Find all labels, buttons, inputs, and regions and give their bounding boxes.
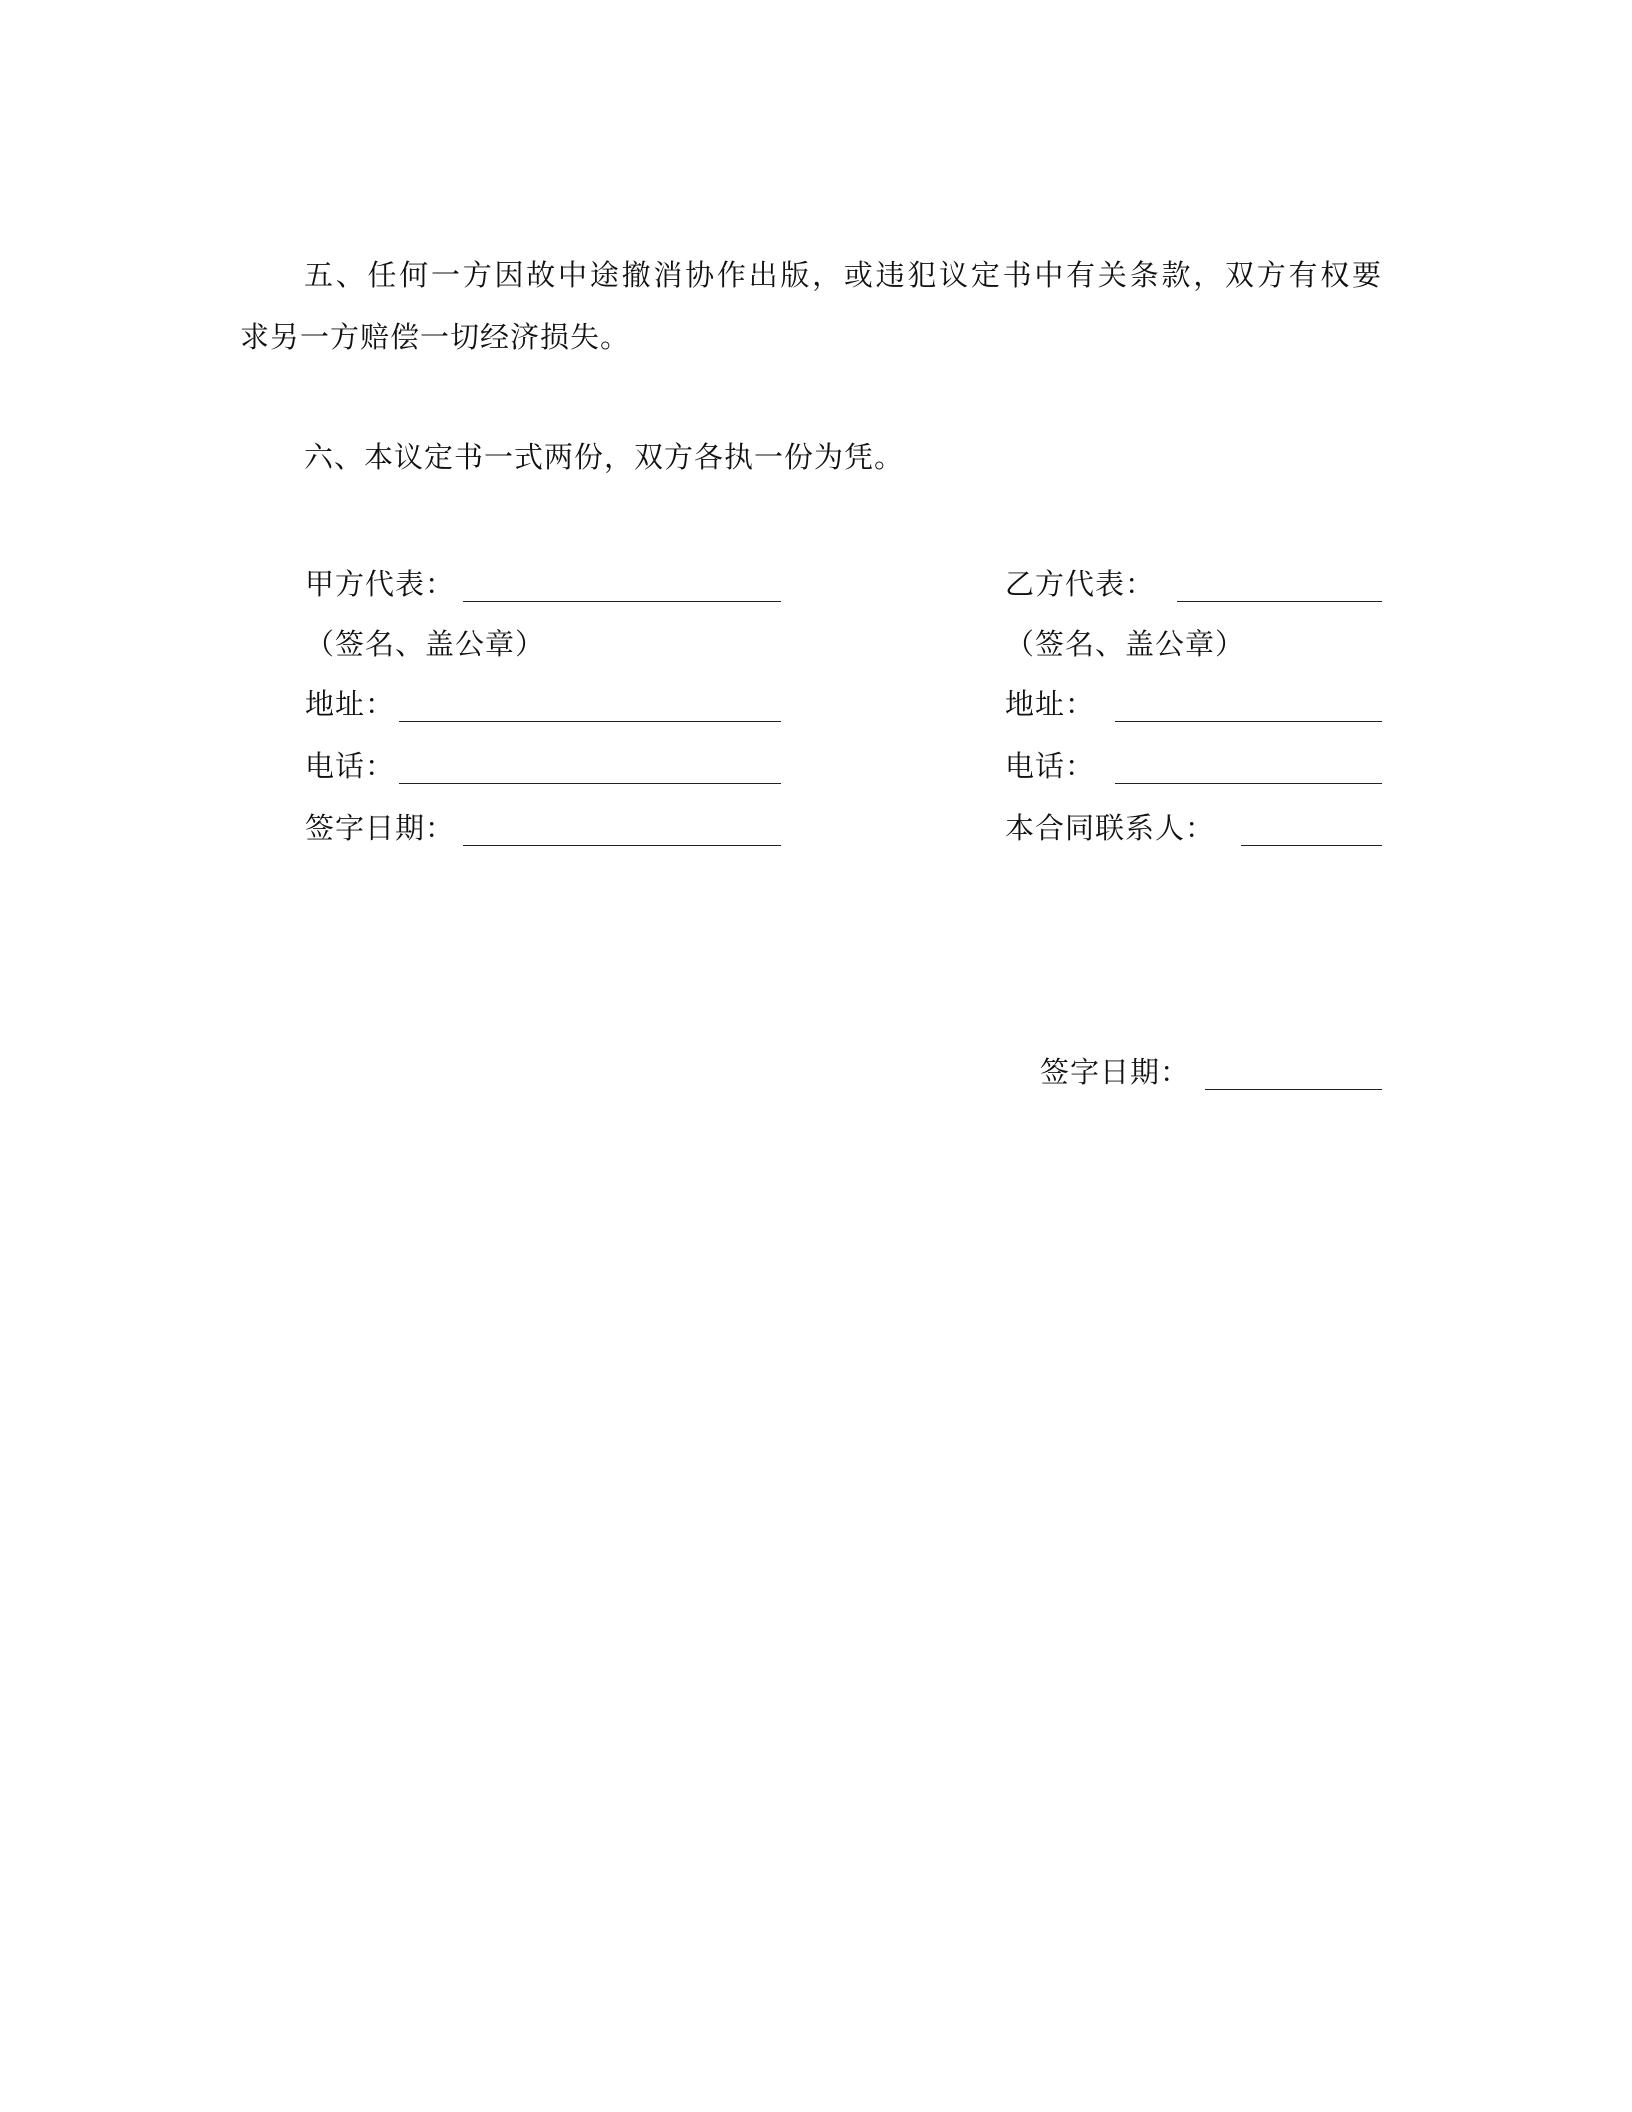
party-a-sign-note-row: [305, 624, 545, 664]
party-b-contact-label: 本合同联系人：: [1005, 811, 1216, 845]
party-b-representative-field[interactable]: [1177, 601, 1382, 602]
party-a-representative-label: 甲方代表：: [305, 567, 456, 601]
party-b-phone-row: [1005, 746, 1382, 786]
party-a-representative-field[interactable]: [463, 601, 781, 602]
clause-five: [240, 244, 1382, 368]
party-a-sign-note: （签名、盖公章）: [305, 627, 546, 661]
footer-sign-date-label: 签字日期：: [1040, 1055, 1191, 1089]
party-a-phone-field[interactable]: [399, 783, 781, 784]
clause-six-line-1: 六、本议定书一式两份，双方各执一份为凭。: [304, 440, 905, 474]
party-b-phone-field[interactable]: [1115, 783, 1382, 784]
party-b-representative-label: 乙方代表：: [1005, 567, 1156, 601]
party-a-phone-label: 电话：: [305, 749, 396, 783]
footer-sign-date-row: [1040, 1052, 1382, 1092]
clause-six: [240, 426, 1382, 488]
party-a-sign-date-label: 签字日期：: [305, 811, 456, 845]
party-b-phone-label: 电话：: [1005, 749, 1096, 783]
party-a-phone-row: [305, 746, 781, 786]
clause-five-line-1: 五、任何一方因故中途撤消协作出版，或违犯议定书中有关条款，双方有权要: [304, 258, 1382, 292]
party-b-representative-row: [1005, 564, 1382, 604]
party-a-address-label: 地址：: [305, 687, 396, 721]
party-a-address-row: [305, 684, 781, 724]
party-a-representative-row: [305, 564, 781, 604]
party-b-address-row: [1005, 684, 1382, 724]
footer-sign-date-field[interactable]: [1205, 1089, 1382, 1090]
party-b-contact-row: [1005, 808, 1382, 848]
party-b-sign-note: （签名、盖公章）: [1005, 627, 1246, 661]
party-a-sign-date-field[interactable]: [463, 845, 781, 846]
party-a-address-field[interactable]: [399, 721, 781, 722]
clause-five-line-2: 求另一方赔偿一切经济损失。: [240, 320, 631, 354]
party-a-sign-date-row: [305, 808, 781, 848]
party-b-address-label: 地址：: [1005, 687, 1096, 721]
party-b-address-field[interactable]: [1115, 721, 1382, 722]
party-b-contact-field[interactable]: [1241, 845, 1382, 846]
party-b-sign-note-row: [1005, 624, 1245, 664]
